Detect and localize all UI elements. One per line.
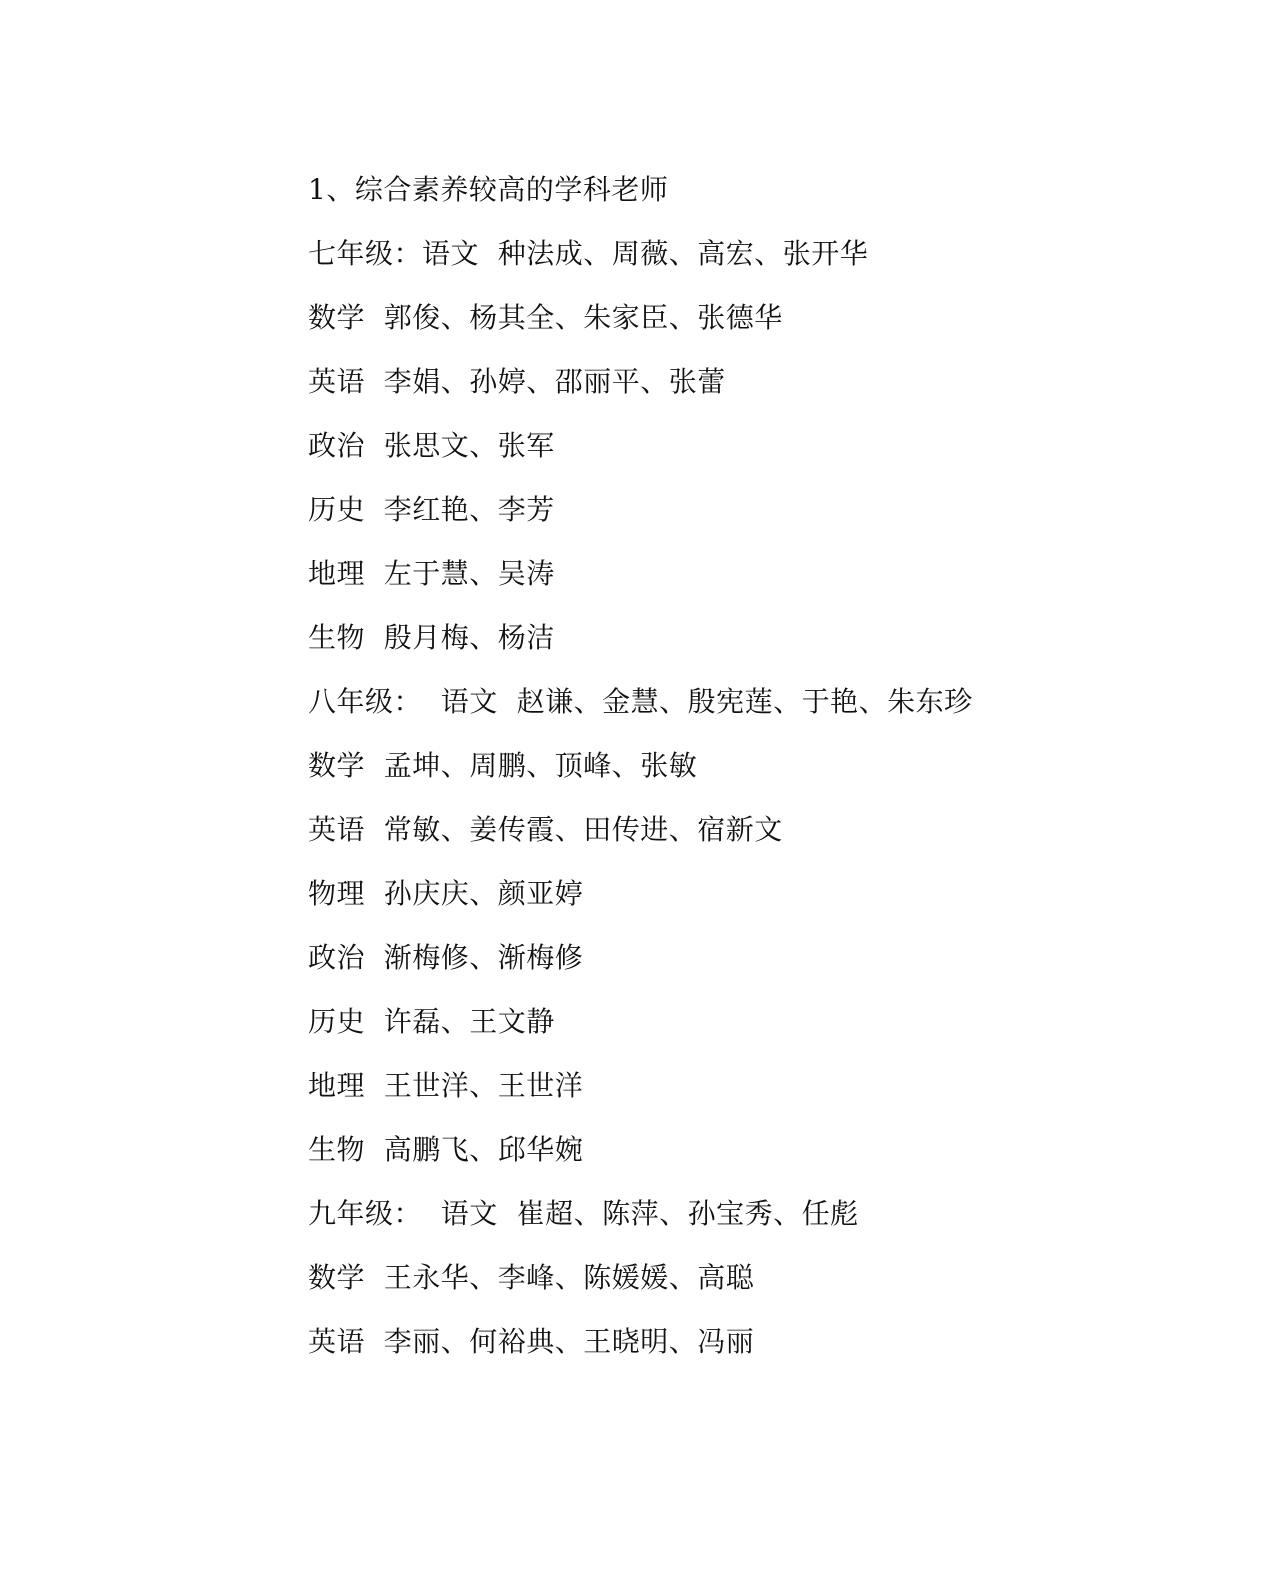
grade9-english-line: 英语 李丽、何裕典、王晓明、冯丽 [308,1325,755,1358]
grade8-geography-line: 地理 王世洋、王世洋 [308,1069,584,1102]
grade7-history-line: 历史 李红艳、李芳 [308,493,555,526]
document-body [308,168,1108,1384]
section-heading: 1、综合素养较高的学科老师 [308,173,669,206]
grade8-chinese-line: 八年级： 语文 赵谦、金慧、殷宪莲、于艳、朱东珍 [308,685,973,718]
grade7-chinese-line: 七年级：语文 种法成、周薇、高宏、张开华 [308,237,869,270]
grade9-math-line: 数学 王永华、李峰、陈媛媛、高聪 [308,1261,755,1294]
grade7-politics-line: 政治 张思文、张军 [308,429,555,462]
grade8-math-line: 数学 孟坤、周鹏、顶峰、张敏 [308,749,698,782]
grade8-biology-line: 生物 高鹏飞、邱华婉 [308,1133,584,1166]
grade7-english-line: 英语 李娟、孙婷、邵丽平、张蕾 [308,365,726,398]
grade9-chinese-line: 九年级： 语文 崔超、陈萍、孙宝秀、任彪 [308,1197,859,1230]
grade8-history-line: 历史 许磊、王文静 [308,1005,555,1038]
grade7-math-line: 数学 郭俊、杨其全、朱家臣、张德华 [308,301,783,334]
grade7-geography-line: 地理 左于慧、吴涛 [308,557,555,590]
grade8-english-line: 英语 常敏、姜传霞、田传进、宿新文 [308,813,783,846]
grade8-politics-line: 政治 渐梅修、渐梅修 [308,941,584,974]
grade7-biology-line: 生物 殷月梅、杨洁 [308,621,555,654]
grade8-physics-line: 物理 孙庆庆、颜亚婷 [308,877,584,910]
